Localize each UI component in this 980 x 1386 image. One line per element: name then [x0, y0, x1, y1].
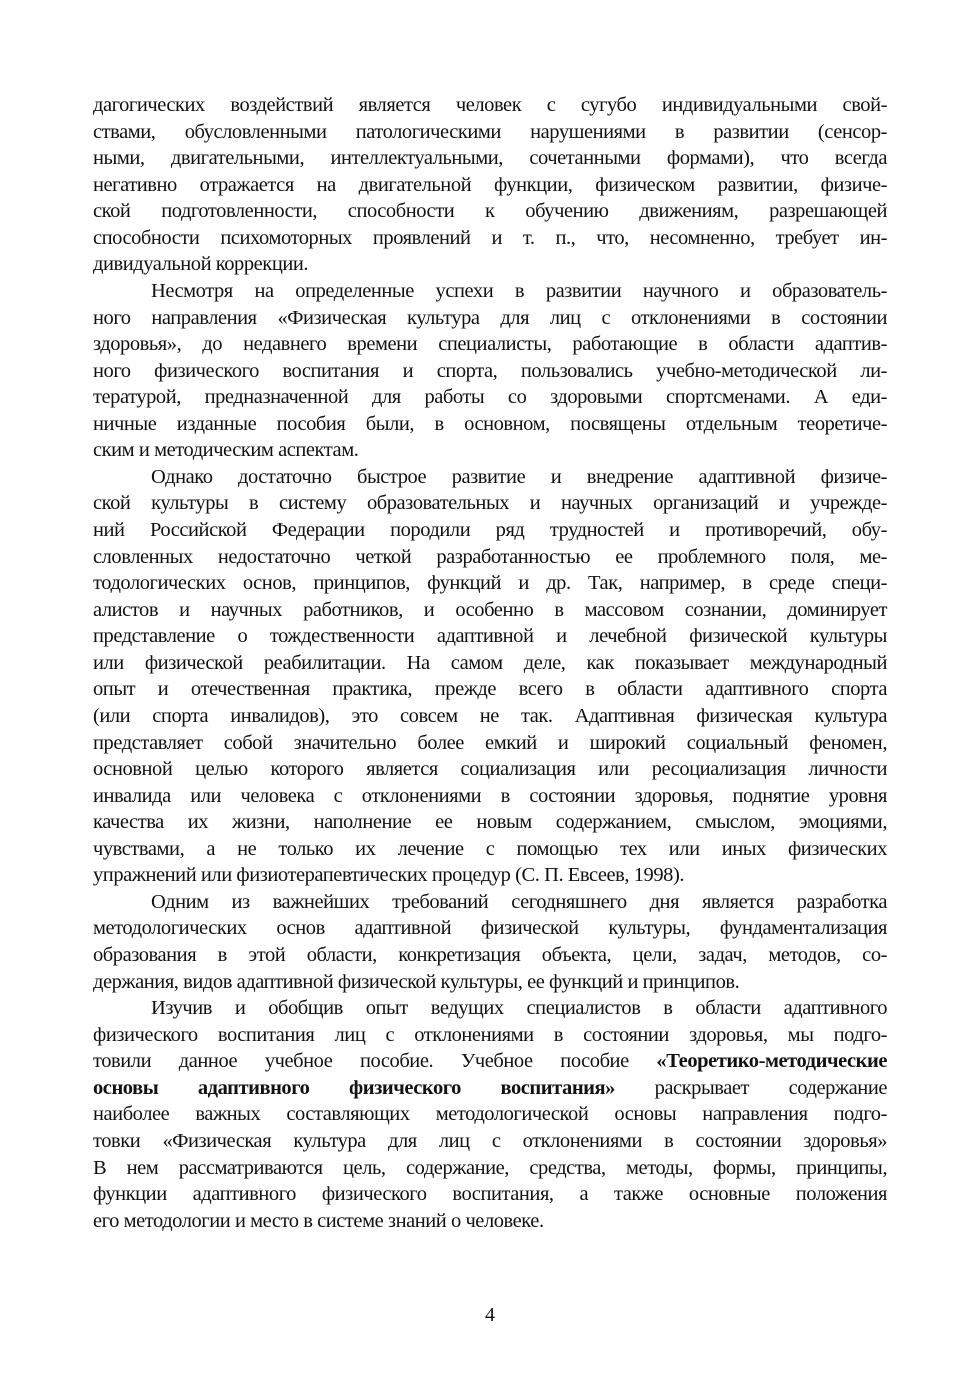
- paragraph: [93, 889, 887, 995]
- text-line: упражнений или физиотерапевтических процедур (С. П. Евсеев, 1998).: [93, 864, 685, 887]
- text-line: негативно отражается на двигательной функции, физическом развитии, физиче-: [93, 173, 887, 196]
- text-line: Одним из важнейших требований сегодняшнего дня является разработка: [151, 890, 887, 913]
- text-line: ными, двигательными, интеллектуальными, сочетанными формами), что всегда: [93, 147, 887, 170]
- text-line: представление о тождественности адаптивной и лечебной физической культуры: [93, 625, 887, 648]
- text-line: его методологии и место в системе знаний о человеке.: [93, 1209, 544, 1232]
- text-line: [93, 1075, 887, 1102]
- text-line: держания, видов адаптивной физической культуры, ее функций и принципов.: [93, 970, 740, 993]
- text-line: функции адаптивного физического воспитания, а также основные положения: [93, 1183, 887, 1206]
- text-line: образования в этой области, конкретизация объекта, цели, задач, методов, со-: [93, 944, 887, 966]
- text-line: здоровья», до недавнего времени специалисты, работающие в области адаптив-: [93, 333, 887, 356]
- text-segment: товили данное учебное пособие. Учебное пособие: [93, 1050, 657, 1073]
- text-line: словленных недостаточно четкой разработанностью ее проблемного поля, ме-: [93, 545, 887, 568]
- bold-title-text: «Теоретико-методические: [656, 1050, 887, 1073]
- text-line: Изучив и обобщив опыт ведущих специалистов в области адаптивного: [151, 997, 887, 1020]
- text-line: тодологических основ, принципов, функций и др. Так, например, в среде специ-: [93, 572, 887, 595]
- text-line: ний Российской Федерации породили ряд трудностей и противоречий, обу-: [93, 519, 887, 541]
- text-line: или физической реабилитации. На самом деле, как показывает международный: [93, 651, 887, 674]
- text-line: [93, 1048, 887, 1075]
- text-line: основной целью которого является социализация или ресоциализация личности: [93, 758, 887, 781]
- text-line: тературой, предназначенной для работы со здоровыми спортсменами. А еди-: [93, 386, 887, 409]
- text-line: дивидуальной коррекции.: [93, 253, 309, 276]
- paragraph: [93, 995, 887, 1234]
- text-line: Однако достаточно быстрое развитие и внедрение адаптивной физиче-: [151, 465, 887, 488]
- text-line: качества их жизни, наполнение ее новым содержанием, смыслом, эмоциями,: [93, 811, 887, 834]
- text-line: способности психомоторных проявлений и т. п., что, несомненно, требует ин-: [93, 226, 887, 249]
- text-line: (или спорта инвалидов), это совсем не так. Адаптивная физическая культура: [93, 704, 887, 727]
- paragraph: [93, 278, 887, 464]
- bold-title-text: основы адаптивного физического воспитания»: [93, 1076, 615, 1099]
- text-line: товки «Физическая культура для лиц с отклонениями в состоянии здоровья»: [93, 1129, 887, 1152]
- text-line: наиболее важных составляющих методологической основы направления подго-: [93, 1103, 887, 1126]
- text-line: ного направления «Физическая культура для лиц с отклонениями в состоянии: [93, 306, 887, 329]
- text-line: алистов и научных работников, и особенно в массовом сознании, доминирует: [93, 598, 887, 621]
- paragraph: [93, 464, 887, 889]
- text-line: физического воспитания лиц с отклонениями в состоянии здоровья, мы подго-: [93, 1023, 887, 1046]
- text-line: опыт и отечественная практика, прежде всего в области адаптивного спорта: [93, 678, 887, 701]
- paragraph: [93, 92, 887, 278]
- text-line: В нем рассматриваются цель, содержание, средства, методы, формы, принципы,: [93, 1156, 887, 1179]
- text-segment: раскрывает содержание: [614, 1076, 887, 1099]
- text-line: ским и методическим аспектам.: [93, 439, 359, 462]
- text-line: ской культуры в систему образовательных и научных организаций и учрежде-: [93, 492, 887, 515]
- text-line: ного физического воспитания и спорта, пользовались учебно-методической ли-: [93, 359, 887, 382]
- text-line: представляет собой значительно более емкий и широкий социальный феномен,: [93, 731, 887, 754]
- text-line: методологических основ адаптивной физической культуры, фундаментализация: [93, 917, 887, 940]
- text-line: ствами, обусловленными патологическими нарушениями в развитии (сенсор-: [93, 120, 887, 143]
- page-number: 4: [485, 1304, 495, 1326]
- text-line: ничные изданные пособия были, в основном, посвящены отдельным теоретиче-: [93, 412, 887, 435]
- text-line: Несмотря на определенные успехи в развитии научного и образователь-: [151, 279, 887, 302]
- document-body: [93, 92, 887, 1234]
- text-line: дагогических воздействий является человек с сугубо индивидуальными свой-: [93, 94, 887, 116]
- text-line: инвалида или человека с отклонениями в состоянии здоровья, поднятие уровня: [93, 784, 887, 807]
- text-line: ской подготовленности, способности к обучению движениям, разрешающей: [93, 200, 887, 223]
- text-line: чувствами, а не только их лечение с помощью тех или иных физических: [93, 837, 887, 860]
